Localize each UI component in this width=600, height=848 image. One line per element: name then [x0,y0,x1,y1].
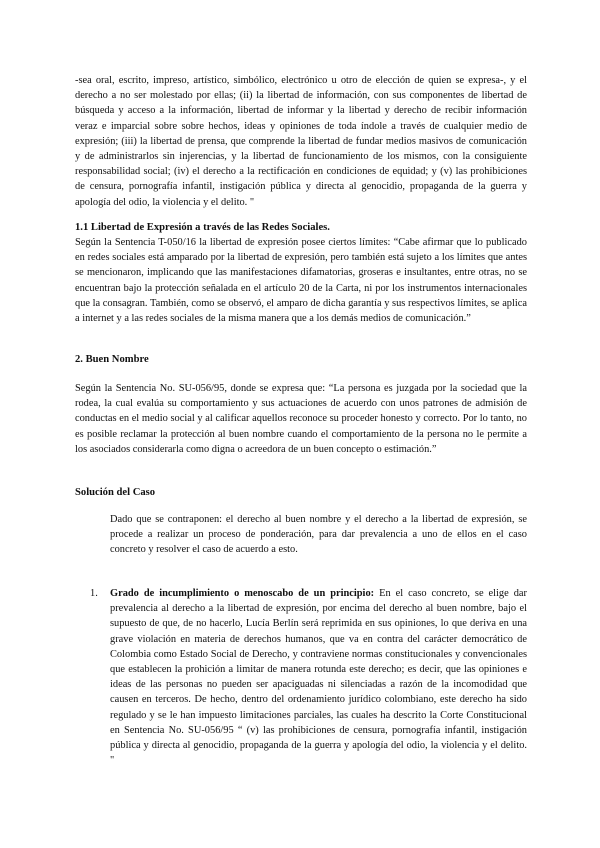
section-heading-buen-nombre: 2. Buen Nombre [75,354,149,365]
list-item-paragraph [110,586,527,768]
list-number: 1. [90,588,98,599]
intro-paragraph: -sea oral, escrito, impreso, artístico, simbólico, electrónico u otro de elección de quien se expresa-, y el derecho a no ser molestado por ellas; (ii) la libertad de información, con sus componentes de libertad de búsqueda y acceso a la información, libertad de informar y la libertad y derecho de recibir información veraz e imparcial sobre sobre hechos, ideas y opiniones de toda índole a través de cualquier medio de expresión; (iii) la libertad de prensa, que comprende la libertad de fundar medios masivos de comunicación y de administrarlos sin injerencias, y la libertad de funcionamiento de los mismos, con la consiguiente responsabilidad social; (iv) el derecho a la rectificación en condiciones de equidad; y (v) las prohibiciones de censura, pornografía infantil, instigación pública y directa al genocidio, propaganda de la guerra y apología del odio, la violencia y el delito. " [75,75,527,208]
buen-nombre-paragraph: Según la Sentencia No. SU-056/95, donde se expresa que: “La persona es juzgada por la sociedad que la rodea, la cual evalúa su comportamiento y sus actuaciones de acuerdo con unos patrones de admisión de conductas en el medio social y al calificar aquellos reconoce su proceder honesto y correcto. Por lo tanto, no es posible reclamar la protección al buen nombre cuando el comportamiento de la persona no le permite a los asociados considerarla como digna o acreedora de un buen concepto o estimación.” [75,383,527,455]
redes-sociales-paragraph: Según la Sentencia T-050/16 la libertad de expresión posee ciertos límites: “Cabe afirmar que lo publicado en redes sociales está amparado por la libertad de expresión, pero también está sujeto a los límites que antes se mencionaron, implicando que las manifestaciones difamatorias, groseras e insultantes, entre otras, no se encuentran bajo la protección señalada en el artículo 20 de la Carta, ni por los instrumentos internacionales que la consagran. También, como se observó, el amparo de dicha garantía y sus respectivos límites, se aplica a internet y a las redes sociales de la misma manera que a los demás medios de comunicación.” [75,237,527,325]
list-item-text: En el caso concreto, se elige dar prevalencia al derecho a la libertad de expresión, por encima del derecho al buen nombre, bajo el supuesto de que, de no hacerlo, Lucía Berlín será reprimida en sus opiniones, lo que deriva en una grave violación en materia de derechos humanos, que va en contra del carácter democrático de Colombia como Estado Social de Derecho, y contraviene normas constitucionales y convencionales que establecen la prohición a limitar de manera rotunda este derecho; es decir, que las opiniones e ideas de las personas no pueden ser apaciguadas ni silenciadas a razón de la incomodidad que causen en terceros. De hecho, dentro del ordenamiento jurídico colombiano, este derecho ha sido regulado y se le han impuesto limitaciones parciales, las cuales ha descrito la Corte Constitucional en Sentencia No. SU-056/95 “ (v) las prohibiciones de censura, pornografía infantil, instigación pública y directa al genocidio, propaganda de la guerra y apología del odio, la violencia y el delito. " [110,588,527,767]
section-heading-solucion: Solución del Caso [75,487,156,498]
section-heading-redes-sociales: 1.1 Libertad de Expresión a través de las Redes Sociales. [75,222,330,233]
list-item-lead: Grado de incumplimiento o menoscabo de un principio: [110,588,375,599]
solucion-paragraph: Dado que se contraponen: el derecho al buen nombre y el derecho a la libertad de expresión, se procede a realizar un proceso de ponderación, para dar prevalencia a uno de ellos en el caso concreto y resolver el caso de acuerdo a esto. [110,514,527,556]
